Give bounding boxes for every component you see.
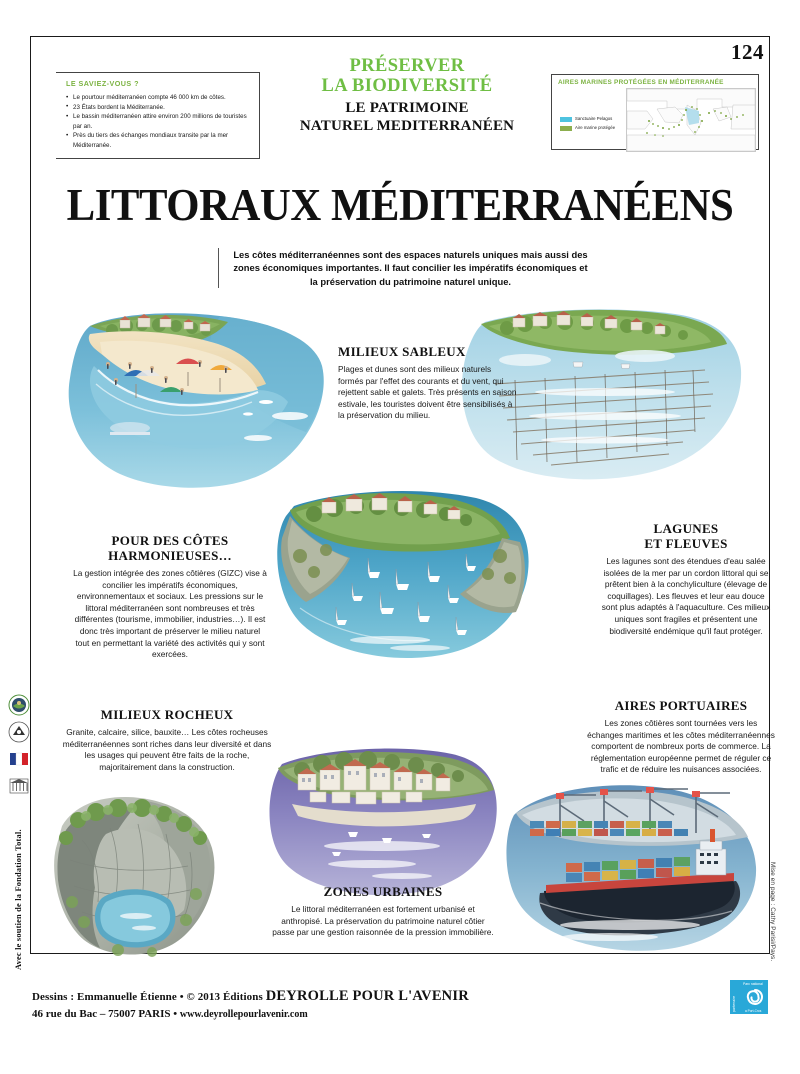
header-title-block bbox=[282, 56, 532, 135]
legend-label: Aire marine protégée bbox=[575, 125, 616, 130]
section-body: Les zones côtières sont tournées vers les échanges maritimes et les côtes méditerranéennes comportent de nombreux ports de commerce. La réglementation européenne permet de réguler ce trafic et de réduire les nuisances associées. bbox=[587, 718, 775, 775]
section-title bbox=[600, 521, 772, 551]
section-title bbox=[72, 533, 268, 563]
page-number: 124 bbox=[731, 40, 764, 64]
section-body: Le littoral méditerranéen est fortement urbanisé et anthropisé. La préservation du patrimoine naturel côtier passe par une gestion raisonnée de la pression immobilière. bbox=[272, 904, 494, 938]
list-item: • Le pourtour méditerranéen compte 46 000 km de côtes. bbox=[66, 93, 251, 103]
footer-credits-line bbox=[32, 988, 632, 1005]
section-body: Les lagunes sont des étendues d'eau salée isolées de la mer par un cordon littoral qui se prêtent bien à la conchyliculture (élevage de coquillages). Les fleuves et leur eau douce sont plus adaptés à l'aquaculture. Ces milieux uniques sont fragiles et présentent une biodiversité endémique qu'il faut protéger. bbox=[601, 556, 771, 636]
section-title-line-1: LAGUNES bbox=[653, 521, 719, 536]
did-you-know-title: LE SAVIEZ-VOUS ? bbox=[66, 79, 139, 88]
list-item: • Près du tiers des échanges mondiaux transite par la mer Méditerranée. bbox=[66, 131, 251, 150]
intro-paragraph-block bbox=[218, 248, 590, 288]
map-box-title: AIRES MARINES PROTÉGÉES EN MÉDITERRANÉE bbox=[558, 79, 724, 86]
footer-address: 46 rue du Bac – 75007 PARIS • bbox=[32, 1008, 180, 1020]
section-title: MILIEUX SABLEUX bbox=[338, 344, 466, 359]
section-aires-portuaires bbox=[586, 698, 776, 776]
unesco-logo bbox=[8, 721, 30, 743]
footer-website[interactable]: www.deyrollepourlavenir.com bbox=[179, 1009, 308, 1020]
section-body: Plages et dunes sont des milieux naturels formés par l'effet des courants et du vent, qui rejettent sable et galets. Très présents en saison estivale, les touristes doivent être sensibilisés à la préservation du milieu. bbox=[338, 364, 517, 421]
legend-item-sanctuaire bbox=[560, 116, 626, 122]
section-milieux-rocheux bbox=[62, 707, 272, 773]
section-title: MILIEUX ROCHEUX bbox=[100, 707, 234, 722]
footer bbox=[32, 988, 632, 1020]
header-line-patrimoine: LE PATRIMOINE bbox=[345, 100, 469, 116]
section-title-line-2: HARMONIEUSES… bbox=[108, 548, 232, 563]
section-title-line-1: POUR DES CÔTES bbox=[111, 533, 229, 548]
list-item: • 23 États bordent la Méditerranée. bbox=[66, 103, 251, 113]
map-inner bbox=[552, 88, 760, 150]
illustration-rocky-cliffs bbox=[48, 790, 228, 965]
legend-label: Sanctuaire Pelagos bbox=[575, 116, 613, 121]
section-zones-urbaines bbox=[272, 884, 494, 939]
section-title-line-2: ET FLEUVES bbox=[644, 536, 728, 551]
section-title: ZONES URBAINES bbox=[323, 884, 443, 899]
did-you-know-list bbox=[66, 93, 251, 151]
map-svg bbox=[627, 89, 755, 151]
footer-publisher: DEYROLLE POUR L'AVENIR bbox=[265, 988, 469, 1004]
map-legend bbox=[560, 116, 626, 134]
section-lagunes-et-fleuves bbox=[600, 521, 772, 637]
illustration-commercial-port bbox=[500, 775, 765, 960]
header-line-preserver: PRÉSERVER bbox=[349, 56, 465, 76]
section-body: Granite, calcaire, silice, bauxite… Les côtes rocheuses méditerranéennes sont riches dans leur diversité et dans les usages qui peuvent être faits de la roche, majoritairement dans la construction. bbox=[62, 727, 272, 772]
legend-item-aire-marine bbox=[560, 125, 626, 131]
sponsor-vertical-credit: Avec le soutien de la Fondation Total. bbox=[14, 829, 23, 970]
header-line-naturel: NATUREL MEDITERRANÉEN bbox=[299, 118, 515, 134]
footer-address-line bbox=[32, 1008, 632, 1020]
section-milieux-sableux bbox=[338, 344, 518, 422]
badge-side-text: partenaire bbox=[732, 995, 736, 1012]
footer-credits-prefix: Dessins : Emmanuelle Étienne • © 2013 Éditions bbox=[32, 991, 266, 1003]
badge-sub-text: a Port-Cros bbox=[745, 1009, 762, 1013]
layout-vertical-credit: Mise en page : Cathy Parisi/Pays. bbox=[769, 862, 776, 962]
spiral-icon bbox=[745, 987, 765, 1007]
legend-swatch-green bbox=[560, 126, 572, 131]
list-item: • Le bassin méditerranéen attire environ 200 millions de touristes par an. bbox=[66, 112, 251, 131]
illustration-sandy-beach bbox=[60, 306, 335, 496]
section-pour-des-cotes-harmonieuses bbox=[72, 533, 268, 661]
did-you-know-box bbox=[56, 72, 260, 159]
biodiversity-logo bbox=[8, 694, 30, 716]
mediterranean-map-image bbox=[626, 88, 756, 152]
legend-swatch-blue bbox=[560, 117, 572, 122]
protected-areas-map-box bbox=[551, 74, 759, 150]
header-line-biodiversite: LA BIODIVERSITÉ bbox=[321, 76, 493, 96]
badge-top-text: Parc national bbox=[743, 982, 763, 986]
section-title: AIRES PORTUAIRES bbox=[614, 698, 748, 713]
intro-paragraph: Les côtes méditerranéennes sont des espaces naturels uniques mais aussi des zones économiques importantes. Il faut concilier les impératifs économiques et la préservation du patrimoine naturel unique. bbox=[233, 249, 588, 287]
section-body: La gestion intégrée des zones côtières (GIZC) vise à concilier les impératifs économiques, environnementaux et sociaux. Les pressions sur le littoral méditerranéen sont nombreuses et très différentes (tourisme, immobilier, industries…). Il est donc très important de préserver le milieu naturel tout en permettant la variété des activités qui y sont exercées. bbox=[73, 568, 267, 660]
illustration-urban-coast bbox=[262, 740, 502, 900]
illustration-rocky-bay bbox=[270, 480, 535, 665]
port-cros-partner-badge bbox=[730, 980, 768, 1014]
page-title: LITTORAUX MÉDITERRANÉENS bbox=[66, 179, 734, 230]
